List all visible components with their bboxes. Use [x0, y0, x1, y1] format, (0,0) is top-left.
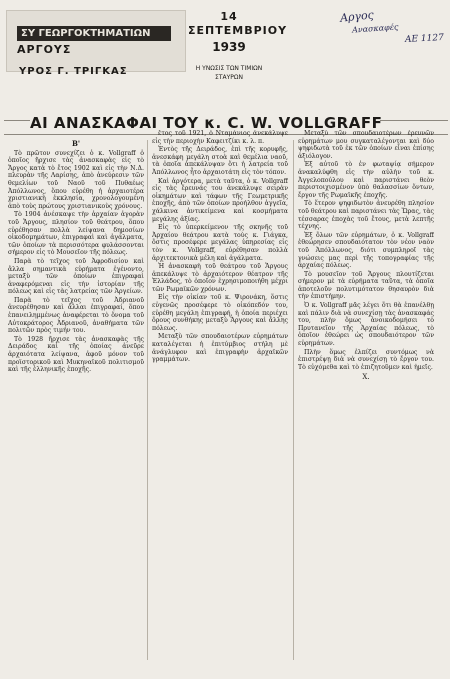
- paragraph: Ἐντὸς τῆς Δειράδος, ἐπὶ τῆς κορυφῆς, ἀνεσκάφη μεγάλη στοὰ καὶ θεμέλια ναοῦ, τὰ ὁποῖα ἀπεκάλυψαν ὅτι ἡ λατρεία τοῦ Ἀπόλλωνος ἦτο ἀρχαιοτάτη εἰς τὸν τόπον.: [152, 146, 288, 176]
- issue-year: 1939: [212, 40, 246, 54]
- masthead-bottom-line: ΥΡΟΣ Γ. ΤΡΙΓΚΑΣ: [19, 66, 128, 77]
- paragraph: Πλὴν ὅμως ἐλπίζει συντόμως νὰ ἐπιστρέψῃ διὰ νὰ συνεχίσῃ τὸ ἔργον του. Τὸ εὐχόμεθα καὶ τὸ ἐπιζητοῦμεν καὶ ἡμεῖς.: [298, 348, 434, 371]
- issue-date: [188, 10, 288, 81]
- paragraph: Τὸ μουσεῖον τοῦ Ἄργους πλουτίζεται σήμερον μὲ τὰ εὑρήματα ταῦτα, τὰ ὁποῖα ἀποτελοῦν πολυτιμότατον θησαυρὸν διὰ τὴν ἐπιστήμην.: [298, 270, 434, 301]
- article-end-mark: Χ.: [362, 373, 370, 382]
- article-column-3: [298, 130, 434, 668]
- paragraph: Ἡ ἀνασκαφὴ τοῦ θεάτρου τοῦ Ἄργους ἀπεκάλυψε τὸ ἀρχαιότερον θέατρον τῆς Ἑλλάδος, τὸ ὁποῖον ἐχρησιμοποιήθη μέχρι τῶν Ρωμαϊκῶν χρόνων.: [152, 263, 288, 293]
- issue-day-month: 14 ΣΕΠΤΕΜΒΡΙΟΥ: [188, 10, 288, 37]
- masthead-middle-line: ΑΡΓΟΥΣ: [17, 43, 72, 56]
- paragraph: Μεταξὺ τῶν σπουδαιοτέρων εὑρημάτων καταλέγεται ἡ ἐπιτύμβιος στήλη μὲ ἀνάγλυφον καὶ ἐπιγραφὴν ἀρχαϊκῶν γραμμάτων.: [152, 333, 288, 364]
- paragraph: Τὸ 1904 ἀνέσκαψε τὴν ἀρχαίαν ἀγορὰν τοῦ Ἄργους, πλησίον τοῦ θεάτρου, ὅπου εὑρέθησαν πολλὰ λείψανα δημοσίων οἰκοδομημάτων, ἐπιγραφαὶ καὶ ἀγάλματα, τῶν ὁποίων τὰ περισσότερα φυλάσσονται σήμερον εἰς τὸ Μουσεῖον τῆς πόλεως.: [8, 211, 144, 257]
- paragraph: Παρὰ τὸ τεῖχος τοῦ Ἀδριανοῦ ἀνευρέθησαν καὶ ἄλλαι ἐπιγραφαί, ὅπου ἐπανειλημμένως ἀναφέρεται τὸ ὄνομα τοῦ Αὐτοκράτορος Ἀδριανοῦ, ἀναθήματα τῶν πολιτῶν πρὸς τιμήν του.: [8, 296, 144, 335]
- paragraph: Ὁ κ. Vollgraff μᾶς λέγει ὅτι θὰ ἐπανέλθῃ καὶ πάλιν διὰ νὰ συνεχίσῃ τὰς ἀνασκαφάς του, πλὴν ὅμως ἀνοικοδομήσει τὸ Πρυτανεῖον τῆς Ἀρχαίας πόλεως, τὸ ὁποῖον ἐθεώρει ὡς σπουδαιότερον τῶν εὑρημάτων.: [298, 302, 434, 348]
- paragraph: Ἐξ αὐτοῦ τὸ ἐν φωταψίᾳ σήμερον ἀνακαλύφθη εἰς τὴν αὐλὴν τοῦ κ. Ἀγγελοπούλου καὶ παριστάνει θεὸν περιστοιχισμένον ὑπὸ θαλασσίων ὄντων, ἔργον τῆς Ρωμαϊκῆς ἐποχῆς.: [298, 161, 434, 199]
- paragraph: Εἰς τὸ ὑπερκείμενον τῆς σκηνῆς τοῦ Ἀρχαίου θεάτρου κατὰ τοὺς κ. Γιάγκα, ὅστις προσέφερε μεγάλας ὑπηρεσίας εἰς τὸν κ. Vollgraff, εὑρέθησαν πολλὰ ἀρχιτεκτονικὰ μέλη καὶ ἀγάλματα.: [152, 224, 288, 262]
- handwritten-note-place: Αργος: [339, 8, 375, 25]
- masthead-top-line: ΣΥ ΓΕΩΡΓΟΚΤΗΜΑΤΙΩΝ: [17, 26, 171, 41]
- article-headline: ΑΙ ΑΝΑΣΚΑΦΑΙ ΤΟΥ κ. C. W. VOLLGRAFF: [30, 114, 383, 132]
- paragraph: Ἐξ ὅλων τῶν εὑρημάτων, ὁ κ. Vollgraff ἐθεώρησεν σπουδαιότατον τὸν νέον ναὸν τοῦ Ἀπόλλωνος, διότι συμπληροῖ τὰς γνώσεις μας περὶ τῆς τοπογραφίας τῆς ἀρχαίας πόλεως.: [298, 231, 434, 270]
- handwritten-note-reference: ΑΕ 1127: [404, 32, 445, 46]
- paragraph: Τὸ πρῶτον συνεχίζει ὁ κ. Vollgraff ὁ ὁποῖος ἤρχισε τὰς ἀνασκαφὰς εἰς τὸ Ἄργος κατὰ τὸ ἔτος 1902 καὶ εἰς τὴν Ν.Δ. πλευρὰν τῆς Λαρίσης, ἀπὸ ἀνεύρεσιν τῶν θεμελίων τοῦ Ναοῦ τοῦ Πυθαέως Ἀπόλλωνος, ὅπου εὑρέθη ἡ ἀρχαιοτέρα χριστιανικὴ ἐκκλησία, χρονολογουμένη ἀπὸ τοὺς πρώτους χριστιανικοὺς χρόνους.: [8, 149, 144, 210]
- article-column-1: [8, 140, 144, 668]
- section-mark: Β': [71, 140, 81, 148]
- paragraph: ἔτος τοῦ 1921, ὁ Νταμάνιος ἀνεκάλυψε εἰς τὴν περιοχὴν Καφειτζίκι κ. λ. π.: [152, 130, 288, 145]
- paragraph: Καὶ ἀργότερα, μετὰ ταῦτα, ὁ κ. Vollgraff εἰς τὰς ἔρευνάς του ἀνεκάλυψε σειρὰν οἰκημάτων καὶ τάφων τῆς Γεωμετρικῆς ἐποχῆς, ἀπὸ τῶν ὁποίων προήλθον ἀγγεῖα, χάλκινα ἀντικείμενα καὶ κοσμήματα μεγάλης ἀξίας.: [152, 177, 288, 223]
- article-column-2: [152, 130, 288, 668]
- paragraph: Τὸ 1928 ἤρχισε τὰς ἀνασκαφὰς τῆς Δειράδος καὶ τῆς ὁποίας ἀνεῦρε ἀρχαιότατα λείψανα, ἀφοῦ μόνον τοῦ προϊστορικοῦ καὶ Μυκηναϊκοῦ πολιτισμοῦ καὶ τῆς ἑλληνικῆς ἐποχῆς.: [8, 335, 144, 374]
- paragraph: Εἰς τὴν οἰκίαν τοῦ κ. Ψιρονάκη, ὅστις εὐγενῶς προσέφερε τὸ οἰκόπεδόν του, εὑρέθη μεγάλη ἐπιγραφή, ἡ ὁποία περιέχει ὅρους συνθήκης μεταξὺ Ἄργους καὶ ἄλλης πόλεως.: [152, 294, 288, 332]
- paragraph: Παρὰ τὸ τεῖχος τοῦ Ἀφροδισίου καὶ ἄλλα σημαντικὰ εὑρήματα ἐγένοντο, μεταξὺ τῶν ὁποίων ἐπιγραφαὶ ἀναφερόμεναι εἰς τὴν ἱστορίαν τῆς πόλεως καὶ εἰς τὰς λατρείας τῶν Ἀργείων.: [8, 257, 144, 296]
- newspaper-masthead: [6, 10, 186, 77]
- column-divider: [293, 140, 294, 660]
- paragraph: Τὸ ἕτερον ψηφιδωτὸν ἀνευρέθη πλησίον τοῦ θεάτρου καὶ παριστάνει τὰς Ὥρας, τὰς τέσσαρας ἐποχὰς τοῦ ἔτους, μετὰ λεπτῆς τέχνης.: [298, 200, 434, 231]
- column-divider: [147, 140, 148, 660]
- handwritten-note-topic: Ανασκαφές: [351, 22, 399, 35]
- issue-subline: Η ΥΝΩΣΙΣ ΤΩΝ ΤΙΜΙΩΝ ΣΤΑΥΡΩΝ: [195, 65, 263, 81]
- paragraph: Μεταξὺ τῶν σπουδαιοτέρων ἐρευνῶν εὑρημάτων μου συγκαταλέγονται καὶ δύο ψηφιδωτὰ τοῦ ἐκ τῶν ὁποίων εἶναι ἐπίσης ἀξιόλογον.: [298, 130, 434, 160]
